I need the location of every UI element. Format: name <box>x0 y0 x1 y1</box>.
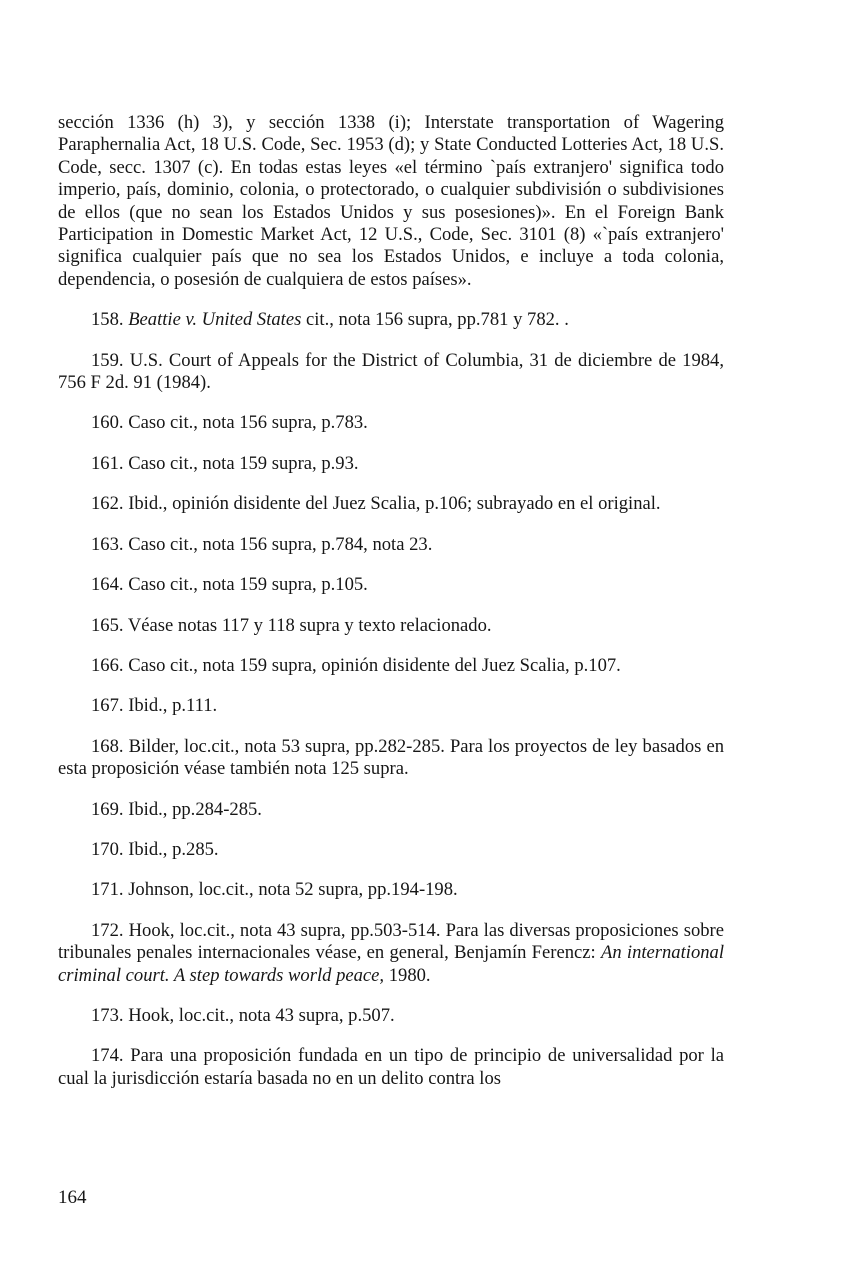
footnote-163: 163. Caso cit., nota 156 supra, p.784, nota 23. <box>91 533 433 555</box>
footnote-167: 167. Ibid., p.111. <box>91 695 218 717</box>
footnote-166: 166. Caso cit., nota 159 supra, opinión disidente del Juez Scalia, p.107. <box>91 654 621 676</box>
footnote-172-book-title: An international criminal court. A step towards world peace, <box>58 942 724 986</box>
footnote-171: 171. Johnson, loc.cit., nota 52 supra, pp.194-198. <box>91 879 458 901</box>
footnote-169: 169. Ibid., pp.284-285. <box>91 798 262 820</box>
footnote-168: 168. Bilder, loc.cit., nota 53 supra, pp.282-285. Para los proyectos de ley basados en esta proposición véase también nota 125 supra. <box>58 735 724 780</box>
footnote-159: 159. U.S. Court of Appeals for the District of Columbia, 31 de diciembre de 1984, 756 F 2d. 91 (1984). <box>58 349 724 394</box>
page-number: 164 <box>58 1187 87 1208</box>
footnote-158 <box>58 309 724 331</box>
footnote-164: 164. Caso cit., nota 159 supra, p.105. <box>91 574 368 596</box>
footnote-158-rest: cit., nota 156 supra, pp.781 y 782. . <box>301 309 569 331</box>
footnote-174: 174. Para una proposición fundada en un tipo de principio de universalidad por la cual la jurisdicción estaría basada no en un delito contra los <box>58 1045 724 1089</box>
footnote-161: 161. Caso cit., nota 159 supra, p.93. <box>91 452 359 474</box>
footnote-158-case-title: Beattie v. United States <box>128 309 302 331</box>
footnote-158-prefix: 158. <box>91 309 129 331</box>
footnote-170: 170. Ibid., p.285. <box>91 838 219 860</box>
intro-paragraph: sección 1336 (h) 3), y sección 1338 (i); Interstate transportation of Wagering Paraphernalia Act, 18 U.S. Code, Sec. 1953 (d); y State Conducted Lotteries Act, 18 U.S. Code, secc. 1307 (c). En todas estas leyes «el término `país extranjero' significa todo imperio, país, dominio, colonia, o protectorado, o cualquier subdivisión o subdivisiones de ellos (que no sean los Estados Unidos y sus posesiones)». En el Foreign Bank Participation in Domestic Market Act, 12 U.S., Code, Sec. 3101 (8) «`país extranjero' significa cualquier país que no sea los Estados Unidos, e incluye a toda colonia, dependencia, o posesión de cualquiera de estos países». <box>58 112 724 290</box>
footnote-160: 160. Caso cit., nota 156 supra, p.783. <box>91 412 368 434</box>
footnote-172-rest: 1980. <box>384 964 431 986</box>
footnote-165: 165. Véase notas 117 y 118 supra y texto relacionado. <box>91 614 492 636</box>
footnote-172-prefix: 172. Hook, loc.cit., nota 43 supra, pp.503-514. Para las diversas proposiciones sobre tribunales penales internacionales véase, en general, Benjamín Ferencz: <box>58 919 724 964</box>
footnote-162: 162. Ibid., opinión disidente del Juez Scalia, p.106; subrayado en el original. <box>91 493 661 515</box>
page-body <box>58 112 724 1090</box>
footnote-173: 173. Hook, loc.cit., nota 43 supra, p.507. <box>91 1004 395 1026</box>
footnote-172 <box>58 920 724 987</box>
